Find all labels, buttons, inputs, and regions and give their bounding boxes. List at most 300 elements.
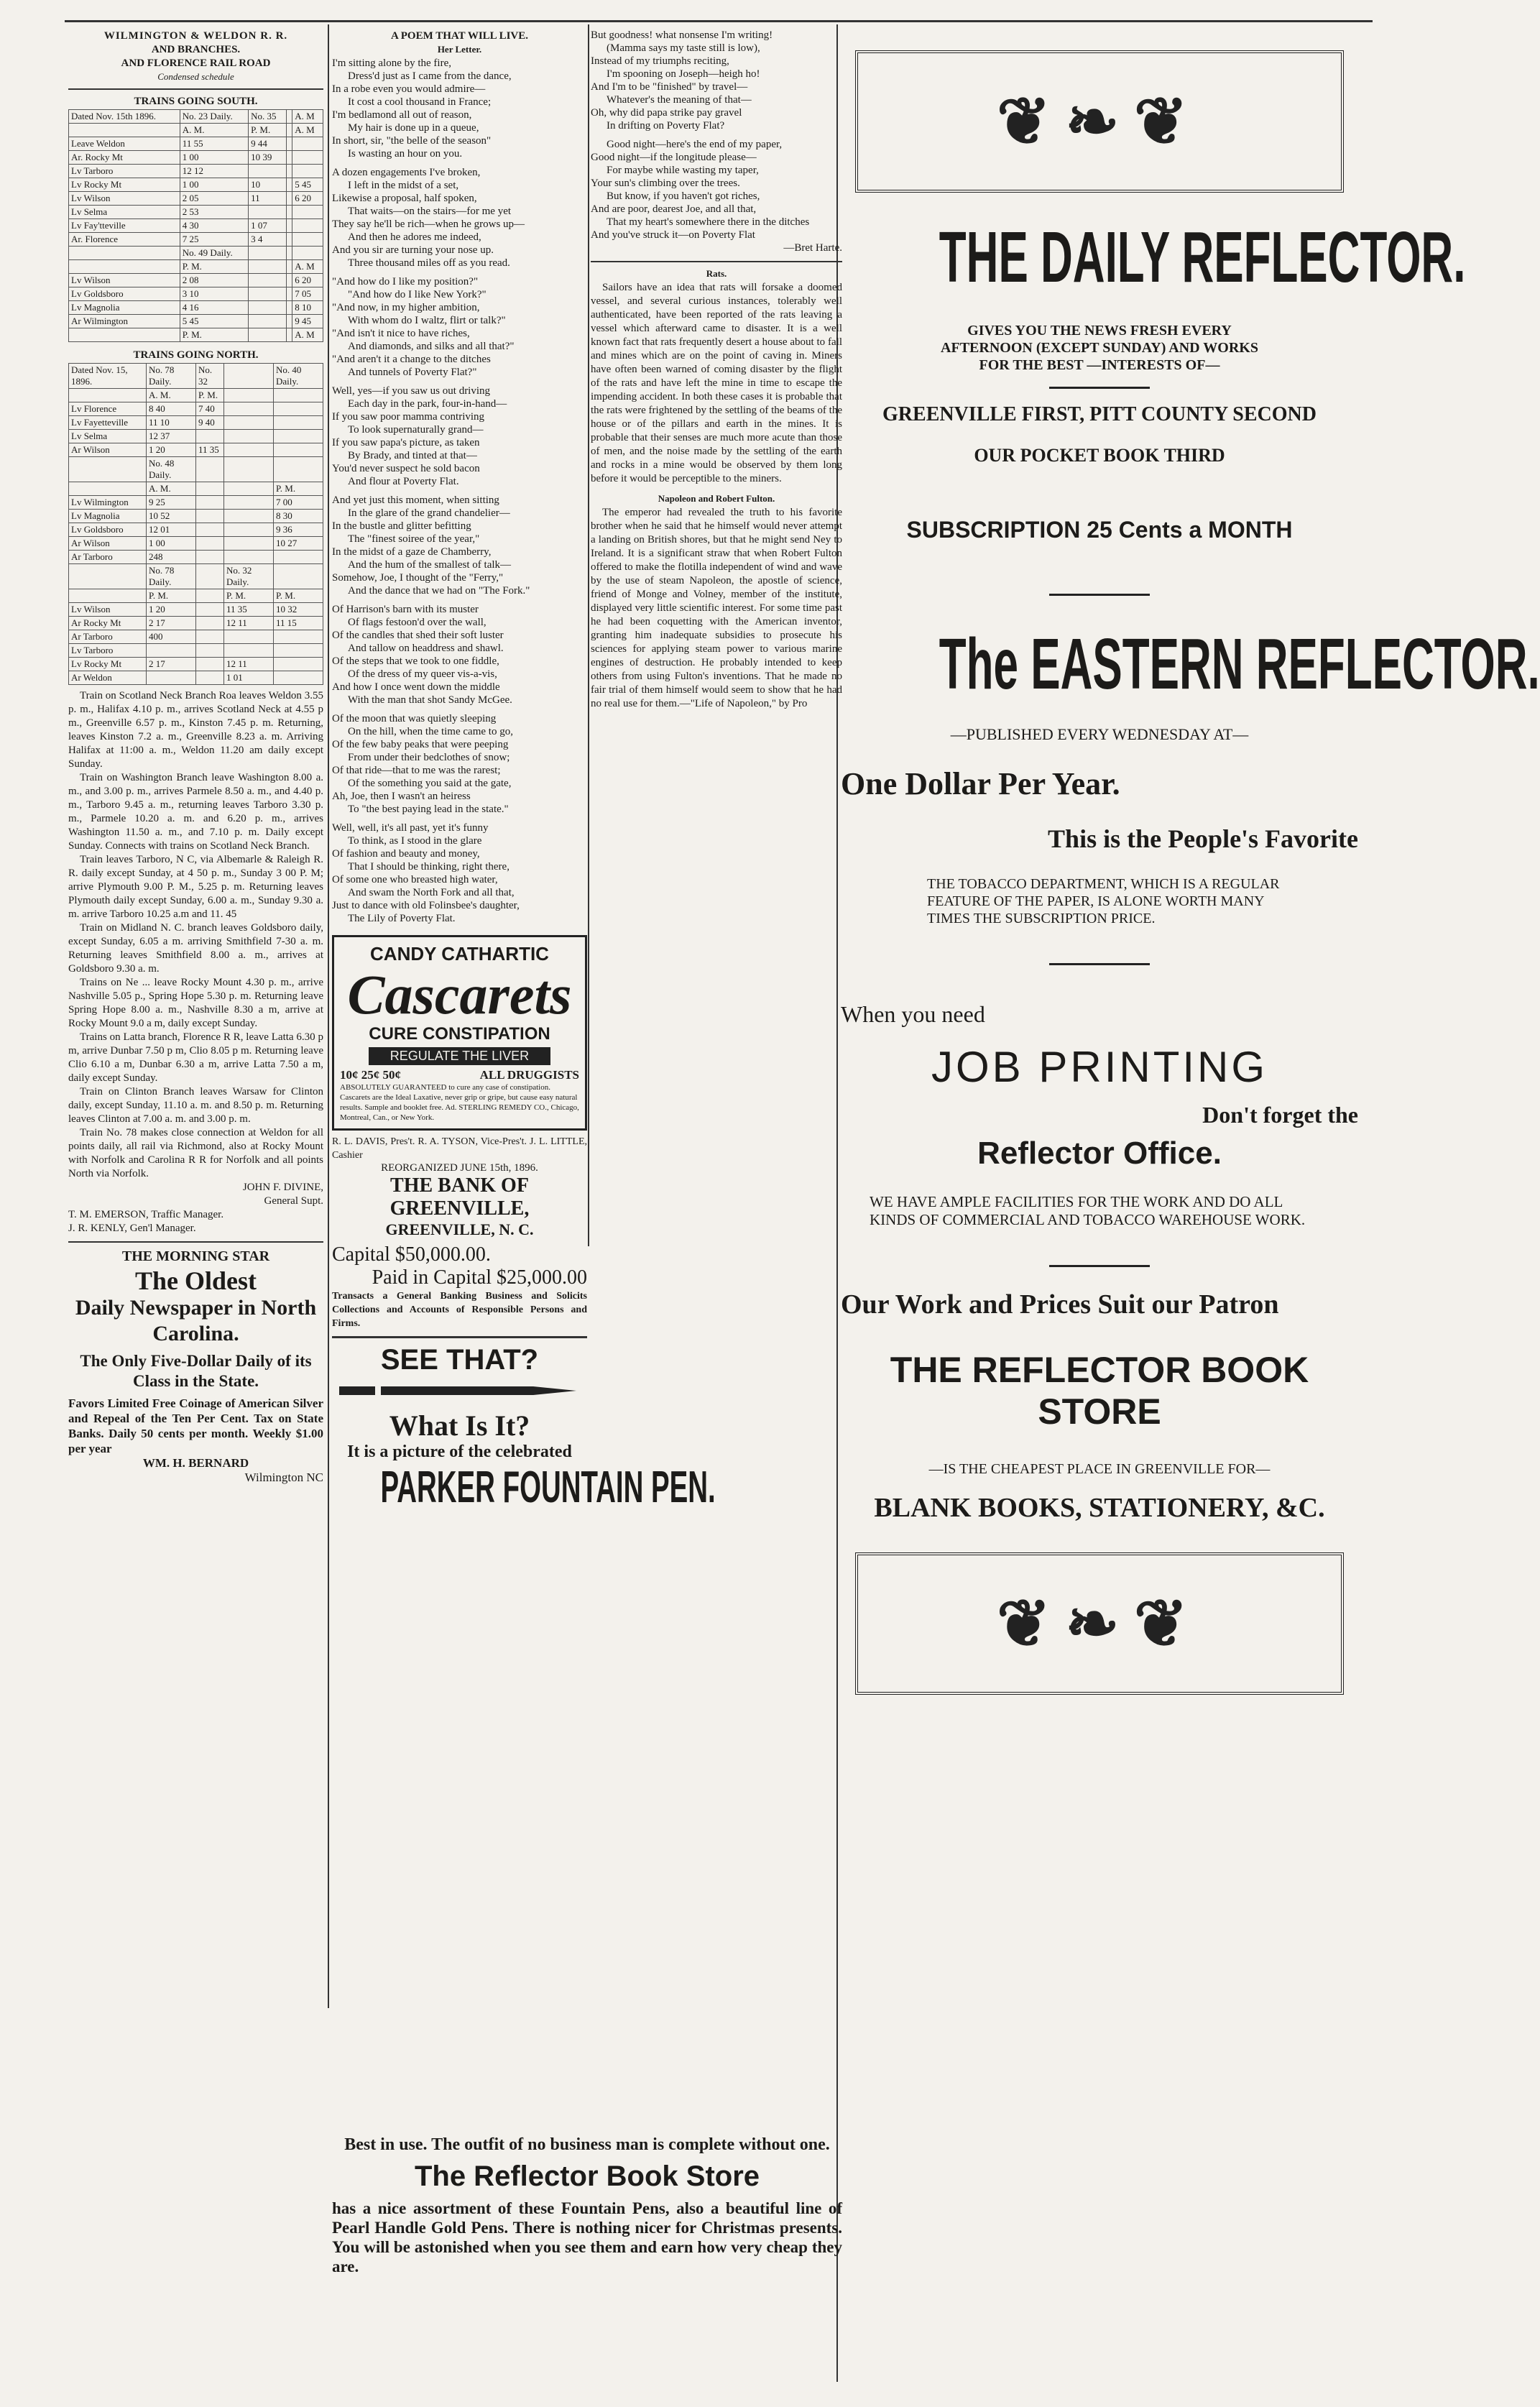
rr-note: Train leaves Tarboro, N C, via Albemarle & Raleigh R. R. daily except Sunday, at 4 50 p. m., Sunday 3 00 P. M; arrive Plymouth 9.00 P. M., 5.25 p. m. Returning leaves Plymouth daily except Sunday, 6.00 a. m., Sunday 9.30 a. m. arrive Tarboro 10.25 a.m and 11. 45 (68, 854, 323, 920)
table-cell (224, 644, 274, 658)
table-cell (69, 589, 147, 603)
table-cell (274, 402, 323, 416)
north-timetable (68, 363, 323, 685)
bank-paid-capital: Paid in Capital $25,000.00 (372, 1266, 587, 1289)
subscription: SUBSCRIPTION 25 Cents a MONTH (906, 517, 1293, 543)
poem-stanza (332, 494, 587, 597)
table-cell (224, 551, 274, 564)
poem-line: If you saw poor mamma contriving (332, 411, 485, 423)
table-cell (274, 644, 323, 658)
bank-ad (332, 1135, 587, 1330)
table-cell (224, 430, 274, 443)
poem-line: (Mamma says my taste still is low), (607, 42, 760, 54)
poem-line: That waits—on the stairs—for me yet (348, 206, 512, 217)
poem-line: "And aren't it a change to the ditches (332, 354, 491, 365)
table-row (69, 443, 323, 457)
poem-line: With whom do I waltz, flirt or talk?" (348, 315, 506, 326)
table-cell: Ar Tarboro (69, 630, 147, 644)
poem-line: But goodness! what nonsense I'm writing! (591, 29, 773, 41)
poem-stanza (332, 57, 587, 160)
table-cell: Ar Wilmington (69, 315, 180, 328)
table-cell (286, 178, 292, 192)
table-cell (224, 402, 274, 416)
tobacco-department: THE TOBACCO DEPARTMENT, WHICH IS A REGULAR FEATURE OF THE PAPER, IS ALONE WORTH MANY TIMES THE SUBSCRIPTION PRICE. (927, 876, 1280, 926)
table-cell (274, 416, 323, 430)
poem-stanza (332, 166, 587, 270)
poem-line: Good night—if the longitude please— (591, 152, 757, 163)
table-row (69, 603, 323, 617)
bank-transacts: Transacts a General Banking Business and Solicits Collections and Accounts of Responsible Persons and Firms. (332, 1291, 587, 1329)
south-dated: Dated Nov. 15th 1896. (69, 110, 180, 124)
poem-line: Each day in the park, four-in-hand— (348, 398, 507, 410)
poem-subtitle: Her Letter. (437, 44, 482, 55)
rr-note: Train on Clinton Branch leaves Warsaw for Clinton daily, except Sunday, 11.10 a. m. and 8.50 p. m. Returning leaves Clinton at 7.00 a. m. and 3.00 p. m. (68, 1086, 323, 1125)
column-articles (591, 29, 842, 711)
table-cell (274, 671, 323, 685)
table-cell: 9 44 (249, 137, 287, 151)
table-cell (249, 206, 287, 219)
table-cell (274, 389, 323, 402)
pen-ad-continued (332, 2135, 842, 2276)
one-dollar: One Dollar Per Year. (841, 766, 1120, 801)
pen-name: PARKER FOUNTAIN PEN. (380, 1463, 716, 1512)
table-cell: P. M. (147, 589, 196, 603)
table-cell: A. M (292, 260, 323, 274)
table-cell (224, 482, 274, 496)
poem-line: From under their bedclothes of snow; (348, 752, 510, 763)
signature-line: JOHN F. DIVINE, (242, 1182, 323, 1193)
morning-star-oldest: The Oldest (134, 1266, 257, 1295)
bank-capital: Capital $50,000.00. (332, 1243, 491, 1266)
table-row (69, 301, 323, 315)
table-cell: 1 20 (147, 603, 196, 617)
south-heading: TRAINS GOING SOUTH. (134, 96, 258, 107)
rr-title: WILMINGTON & WELDON R. R. (103, 30, 288, 42)
table-cell: Lv Magnolia (69, 301, 180, 315)
table-cell: 8 10 (292, 301, 323, 315)
table-cell: 2 05 (180, 192, 248, 206)
poem-stanza (332, 275, 587, 379)
table-cell (249, 287, 287, 301)
table-row (69, 206, 323, 219)
table-cell: 2 17 (147, 658, 196, 671)
daily-reflector-title: THE DAILY REFLECTOR. (939, 217, 1466, 298)
poem-line: My hair is done up in a queue, (348, 122, 479, 134)
table-row (69, 389, 323, 402)
table-cell (224, 496, 274, 510)
poem-line: Of the steps that we took to one fiddle, (332, 655, 499, 667)
column-reflector (841, 29, 1540, 1716)
table-cell (69, 457, 147, 482)
table-cell: 11 10 (147, 416, 196, 430)
poem-line: In drifting on Poverty Flat? (607, 120, 725, 132)
poem-line: Of the moon that was quietly sleeping (332, 713, 497, 724)
table-row (69, 247, 323, 260)
poem-line: And flour at Poverty Flat. (348, 476, 459, 487)
table-cell (224, 630, 274, 644)
table-row (69, 630, 323, 644)
when-you-need: When you need (841, 1001, 985, 1027)
table-header-cell: No. 78 Daily. (147, 364, 196, 389)
table-cell: Lv Goldsboro (69, 287, 180, 301)
poem-line: And I'm to be "finished" by travel— (591, 81, 748, 93)
poem-line: And are poor, dearest Joe, and all that, (591, 203, 757, 215)
table-cell: Ar Tarboro (69, 551, 147, 564)
table-cell: A. M. (180, 124, 248, 137)
table-row (69, 416, 323, 430)
table-cell (196, 671, 224, 685)
table-cell: P. M. (249, 124, 287, 137)
cascarets-cure: CURE CONSTIPATION (369, 1024, 550, 1044)
table-row (69, 510, 323, 523)
morning-star-only: The Only Five-Dollar Daily of its Class in the State. (80, 1352, 312, 1390)
table-cell (292, 206, 323, 219)
poem-line: To think, as I stood in the glare (348, 835, 482, 847)
table-cell (286, 192, 292, 206)
table-header-cell: No. 35 (249, 110, 287, 124)
rr-note: Trains on Ne ... leave Rocky Mount 4.30 p. m., arrive Nashville 5.05 p., Spring Hope 5.30 p. m. Returning leave Spring Hope 8.00 a. m., Nashville 8.30 a m, arrive at Rocky Mount 9.0 a m, daily except Sunday. (68, 977, 323, 1029)
table-cell (196, 523, 224, 537)
pen-what-is-it: What Is It? (389, 1409, 530, 1442)
ornament-top-icon: ❦❧❦ (855, 50, 1344, 193)
table-cell: 2 08 (180, 274, 248, 287)
poem-stanza (332, 603, 587, 707)
table-cell: 5 45 (292, 178, 323, 192)
table-cell: 12 01 (147, 523, 196, 537)
table-row (69, 233, 323, 247)
table-row (69, 457, 323, 482)
table-cell (249, 315, 287, 328)
poem-line: "And isn't it nice to have riches, (332, 328, 470, 339)
top-rule (65, 20, 1373, 22)
table-row (69, 260, 323, 274)
table-cell: 3 10 (180, 287, 248, 301)
table-cell (196, 496, 224, 510)
table-cell: 10 27 (274, 537, 323, 551)
our-work: Our Work and Prices Suit our Patron (841, 1289, 1279, 1320)
poem-line: Good night—here's the end of my paper, (607, 139, 783, 150)
pen-ad (332, 1344, 716, 1513)
cascarets-prices: 10¢ 25¢ 50¢ (340, 1068, 401, 1082)
table-header-cell: No. 32 (196, 364, 224, 389)
poem-line: To look supernaturally grand— (348, 424, 484, 436)
cascarets-candy: CANDY CATHARTIC (370, 943, 549, 965)
table-cell (224, 537, 274, 551)
poem-line: And yet just this moment, when sitting (332, 494, 499, 506)
poem-line: Whatever's the meaning of that— (607, 94, 752, 106)
table-cell: 9 40 (196, 416, 224, 430)
table-row (69, 178, 323, 192)
table-row (69, 617, 323, 630)
table-cell: Lv Fay'tteville (69, 219, 180, 233)
table-row (69, 537, 323, 551)
table-header-cell: No. 23 Daily. (180, 110, 248, 124)
table-cell: 8 40 (147, 402, 196, 416)
poem-line: A dozen engagements I've broken, (332, 167, 481, 178)
table-cell (249, 301, 287, 315)
table-cell (274, 443, 323, 457)
table-row (69, 151, 323, 165)
table-cell: Ar Wilson (69, 537, 147, 551)
ample-facilities: WE HAVE AMPLE FACILITIES FOR THE WORK AND DO ALL KINDS OF COMMERCIAL AND TOBACCO WAREHOUSE WORK. (870, 1193, 1306, 1228)
bank-name: THE BANK OF GREENVILLE, (389, 1174, 530, 1220)
morning-star-place: Wilmington NC (244, 1471, 323, 1484)
rats-text: Sailors have an idea that rats will forsake a doomed vessel, and several curious instances, tolerably well authenticated, have been reported of the rats leaving a vessel which afterward came to disaster. It is a well known fact that rats frequently desert a house about to fall and mines which are on the point of caving in. Miners have often been warned of coming disaster by the flight of the rats and have left the mine in time to escape the impending accident. In both these cases it is probable that the rats were frightened by the settling of the beams of the house or of the pillars and earth in the mines. It is probable that their senses are much more acute than those of men, and the noise made by the settling of the earth and rocks in a mine would be observed by them long before it would be perceptible to the miners. (591, 282, 842, 484)
poem-line: Oh, why did papa strike pay gravel (591, 107, 742, 119)
north-dated: Dated Nov. 15, 1896. (69, 364, 147, 389)
table-cell: 2 17 (147, 617, 196, 630)
table-cell: 12 11 (224, 658, 274, 671)
table-row (69, 219, 323, 233)
cascarets-regulate: REGULATE THE LIVER (369, 1047, 550, 1065)
table-cell (196, 537, 224, 551)
blank-books: BLANK BOOKS, STATIONERY, &C. (874, 1493, 1325, 1523)
table-cell (224, 510, 274, 523)
signature-line: J. R. KENLY, Gen'l Manager. (68, 1223, 196, 1234)
table-cell: 1 20 (147, 443, 196, 457)
table-cell: 10 32 (274, 603, 323, 617)
table-cell (286, 137, 292, 151)
table-cell: Lv Selma (69, 206, 180, 219)
table-cell (69, 328, 180, 342)
table-cell: 7 25 (180, 233, 248, 247)
table-cell: Lv Tarboro (69, 165, 180, 178)
pocket-book-third: OUR POCKET BOOK THIRD (974, 445, 1225, 466)
table-cell: 5 45 (180, 315, 248, 328)
reflector-book-store: THE REFLECTOR BOOK STORE (890, 1350, 1309, 1432)
poem-line: In the midst of a gaze de Chamberry, (332, 546, 492, 558)
poem-line: Of the few baby peaks that were peeping (332, 739, 509, 750)
table-cell: 1 00 (147, 537, 196, 551)
poem-line: "And now, in my higher ambition, (332, 302, 480, 313)
fountain-pen-icon (332, 1376, 587, 1405)
table-cell (196, 430, 224, 443)
poem-stanza (332, 385, 587, 488)
signature-line: T. M. EMERSON, Traffic Manager. (68, 1209, 224, 1220)
table-cell: 12 12 (180, 165, 248, 178)
poem-line: Three thousand miles off as you read. (348, 257, 510, 269)
table-cell (286, 287, 292, 301)
table-cell: 8 30 (274, 510, 323, 523)
table-cell (292, 151, 323, 165)
table-cell: 12 11 (224, 617, 274, 630)
table-cell: Ar Weldon (69, 671, 147, 685)
table-cell: 7 05 (292, 287, 323, 301)
table-cell: P. M. (274, 482, 323, 496)
poem-line: And diamonds, and silks and all that?" (348, 341, 515, 352)
poem-line: By Brady, and tinted at that— (348, 450, 477, 461)
table-cell: A. M (292, 328, 323, 342)
table-row (69, 589, 323, 603)
poem-line: Of the candles that shed their soft luster (332, 630, 504, 641)
poem-line: Is wasting an hour on you. (348, 148, 463, 160)
napoleon-text: The emperor had revealed the truth to his favorite brother when he said that he himself would never attempt a landing on British shores, but that he might send Ney to Ireland. It is a significant straw that when Robert Fulton offered to make the flotilla independent of wind and wave by the use of steam Napoleon, the apostle of science, friend of Monge and Volney, member of the institute, displayed very little scientific interest. For some time past he had been coquetting with the American inventor, granting him inadequate subsidies to prosecute his sciences for applying steam power to various marine engines of destruction. He probably intended to keep others from using Fulton's inventions. That he made no fair trial of them himself would seem to show that he had no real use for them.—"Life of Napoleon," by Pro (591, 507, 842, 709)
poem-line: Dress'd just as I came from the dance, (348, 70, 512, 82)
ornament-bottom-icon: ❦❧❦ (855, 1552, 1344, 1695)
table-cell (274, 430, 323, 443)
table-cell: Lv Wilson (69, 274, 180, 287)
table-cell (286, 328, 292, 342)
poem-line: I'm spooning on Joseph—heigh ho! (607, 68, 760, 80)
poem-line: They say he'll be rich—when he grows up— (332, 218, 525, 230)
table-row (69, 658, 323, 671)
table-cell (249, 247, 287, 260)
poem-line: In the bustle and glitter befitting (332, 520, 471, 532)
poem-stanza (332, 821, 587, 925)
pen-best-in-use: Best in use. The outfit of no business man is complete without one. (344, 2135, 830, 2154)
table-cell: 10 39 (249, 151, 287, 165)
table-cell: Lv Rocky Mt (69, 178, 180, 192)
table-row (69, 402, 323, 416)
table-row (69, 192, 323, 206)
bank-officers: R. L. DAVIS, Pres't. R. A. TYSON, Vice-Pres't. J. L. LITTLE, Cashier (332, 1136, 587, 1161)
table-cell (196, 510, 224, 523)
table-cell: 11 35 (224, 603, 274, 617)
south-timetable (68, 109, 323, 342)
poem-title: A POEM THAT WILL LIVE. (390, 30, 529, 42)
table-row (69, 165, 323, 178)
table-header-cell: No. 40 Daily. (274, 364, 323, 389)
poem-line: And you've struck it—on Poverty Flat (591, 229, 755, 241)
table-cell (224, 523, 274, 537)
table-cell: P. M. (180, 260, 248, 274)
table-cell: 9 25 (147, 496, 196, 510)
table-cell: 11 55 (180, 137, 248, 151)
table-cell: 9 45 (292, 315, 323, 328)
poem-end (591, 29, 842, 241)
table-row (69, 430, 323, 443)
table-cell (249, 274, 287, 287)
table-row (69, 496, 323, 510)
poem-line: That my heart's somewhere there in the ditches (607, 216, 810, 228)
table-cell (196, 617, 224, 630)
table-row (69, 328, 323, 342)
poem-line: I left in the midst of a set, (348, 180, 459, 191)
table-cell: Lv Fayetteville (69, 416, 147, 430)
table-cell: 6 20 (292, 274, 323, 287)
table-cell: 12 37 (147, 430, 196, 443)
table-cell: Lv Goldsboro (69, 523, 147, 537)
poem-line: With the man that shot Sandy McGee. (348, 694, 512, 706)
table-cell: Leave Weldon (69, 137, 180, 151)
table-cell (292, 165, 323, 178)
poem-line: In the glare of the grand chandelier— (348, 507, 510, 519)
table-cell: 10 (249, 178, 287, 192)
bank-reorganized: REORGANIZED JUNE 15th, 1896. (381, 1162, 538, 1174)
poem-line: And how I once went down the middle (332, 681, 500, 693)
rr-note: Train No. 78 makes close connection at Weldon for all points daily, all rail via Richmond, also at Rocky Mount with Norfolk and Carolina R R for Norfolk and all points North via Norfolk. (68, 1127, 323, 1179)
rr-notes (68, 689, 323, 1181)
store-text: has a nice assortment of these Fountain Pens, also a beautiful line of Pearl Handle Gold Pens. There is nothing nicer for Christmas presents. You will be astonished when you see them and earn how very cheap they are. (332, 2199, 842, 2275)
table-cell (196, 644, 224, 658)
table-cell (196, 630, 224, 644)
table-cell (286, 301, 292, 315)
poem-body (332, 57, 587, 925)
greenville-first: GREENVILLE FIRST, PITT COUNTY SECOND (882, 403, 1317, 425)
poem-line: In short, sir, "the belle of the season" (332, 135, 492, 147)
pen-picture: It is a picture of the celebrated (347, 1442, 572, 1461)
table-cell: A. M. (147, 482, 196, 496)
table-cell (196, 603, 224, 617)
rr-note: Train on Washington Branch leave Washington 8.00 a. m., and 3.00 p. m., arrives Parmele 8.50 a. m., and 4.40 p. m., Tarboro 9.45 a. m., returning leaves Tarboro 3.30 p. m., Parmele 10.20 a. m. and 6.20 p. m., arrives Washington 11.50 a. m., and 7.10 p. m. Daily except Sunday. Connects with trains on Scotland Neck Branch. (68, 772, 323, 852)
table-cell (147, 671, 196, 685)
table-cell (69, 124, 180, 137)
table-cell (286, 315, 292, 328)
table-cell (286, 151, 292, 165)
poem-line: I'm bedlamond all out of reason, (332, 109, 472, 121)
poem-line: The Lily of Poverty Flat. (348, 913, 456, 924)
poem-line: Likewise a proposal, half spoken, (332, 193, 477, 204)
poem-line: Your sun's climbing over the trees. (591, 178, 740, 189)
poem-line: Of fashion and beauty and money, (332, 848, 480, 860)
table-cell (286, 219, 292, 233)
table-row (69, 671, 323, 685)
table-cell (224, 389, 274, 402)
rr-subtitle: AND BRANCHES. (151, 44, 241, 55)
poem-line: Somehow, Joe, I thought of the "Ferry," (332, 572, 504, 584)
table-cell (286, 206, 292, 219)
table-cell: A. M (292, 124, 323, 137)
table-cell: 400 (147, 630, 196, 644)
table-cell (196, 482, 224, 496)
poem-line: Of that ride—that to me was the rarest; (332, 765, 501, 776)
table-cell (196, 457, 224, 482)
table-cell (224, 416, 274, 430)
table-cell (286, 124, 292, 137)
rats-title: Rats. (706, 268, 727, 279)
table-cell: Lv Tarboro (69, 644, 147, 658)
table-cell: P. M. (196, 389, 224, 402)
table-cell: 3 4 (249, 233, 287, 247)
table-cell: 2 53 (180, 206, 248, 219)
poem-line: The "finest soiree of the year," (348, 533, 480, 545)
peoples-favorite: This is the People's Favorite (1048, 824, 1358, 853)
table-cell: Ar. Rocky Mt (69, 151, 180, 165)
rr-note: Trains on Latta branch, Florence R R, leave Latta 6.30 p m, arrive Dunbar 7.50 p m, Clio 8.05 p m. Returning leave Clio 6.10 a m, Dunbar 6.30 a m, arrive Latta 7.50 a m, daily except Sunday. (68, 1031, 323, 1084)
table-cell: Lv Magnolia (69, 510, 147, 523)
poem-line: It cost a cool thousand in France; (348, 96, 492, 108)
table-cell: Lv Wilson (69, 603, 147, 617)
table-row (69, 137, 323, 151)
table-header-cell (224, 364, 274, 389)
table-row (69, 482, 323, 496)
table-cell (286, 260, 292, 274)
table-cell: Lv Rocky Mt (69, 658, 147, 671)
poem-line: Of the something you said at the gate, (348, 778, 512, 789)
table-cell: P. M. (180, 328, 248, 342)
table-cell: 11 (249, 192, 287, 206)
table-cell: 7 00 (274, 496, 323, 510)
poem-line: Of the dress of my queer vis-a-vis, (348, 668, 497, 680)
table-cell (286, 233, 292, 247)
table-cell (274, 630, 323, 644)
job-printing: JOB PRINTING (931, 1043, 1268, 1091)
poem-line: And the hum of the smallest of talk— (348, 559, 512, 571)
cascarets-guarantee: ABSOLUTELY GUARANTEED to cure any case of constipation. Cascarets are the Ideal Laxative, never grip or gripe, but cause easy natural results. Sample and booklet free. Ad. STERLING REMEDY CO., Chicago, Montreal, Can., or New York. (340, 1083, 579, 1122)
table-cell: 11 35 (196, 443, 224, 457)
poem-line: Instead of my triumphs reciting, (591, 55, 729, 67)
table-cell (249, 260, 287, 274)
poem-line: In a robe even you would admire— (332, 83, 486, 95)
table-cell: 6 20 (292, 192, 323, 206)
table-cell: 4 30 (180, 219, 248, 233)
table-cell (224, 457, 274, 482)
table-cell (249, 165, 287, 178)
table-cell: No. 32 Daily. (224, 564, 274, 589)
table-cell: Ar Wilson (69, 443, 147, 457)
poem-line: And tallow on headdress and shawl. (348, 643, 504, 654)
table-header-cell: A. M (292, 110, 323, 124)
